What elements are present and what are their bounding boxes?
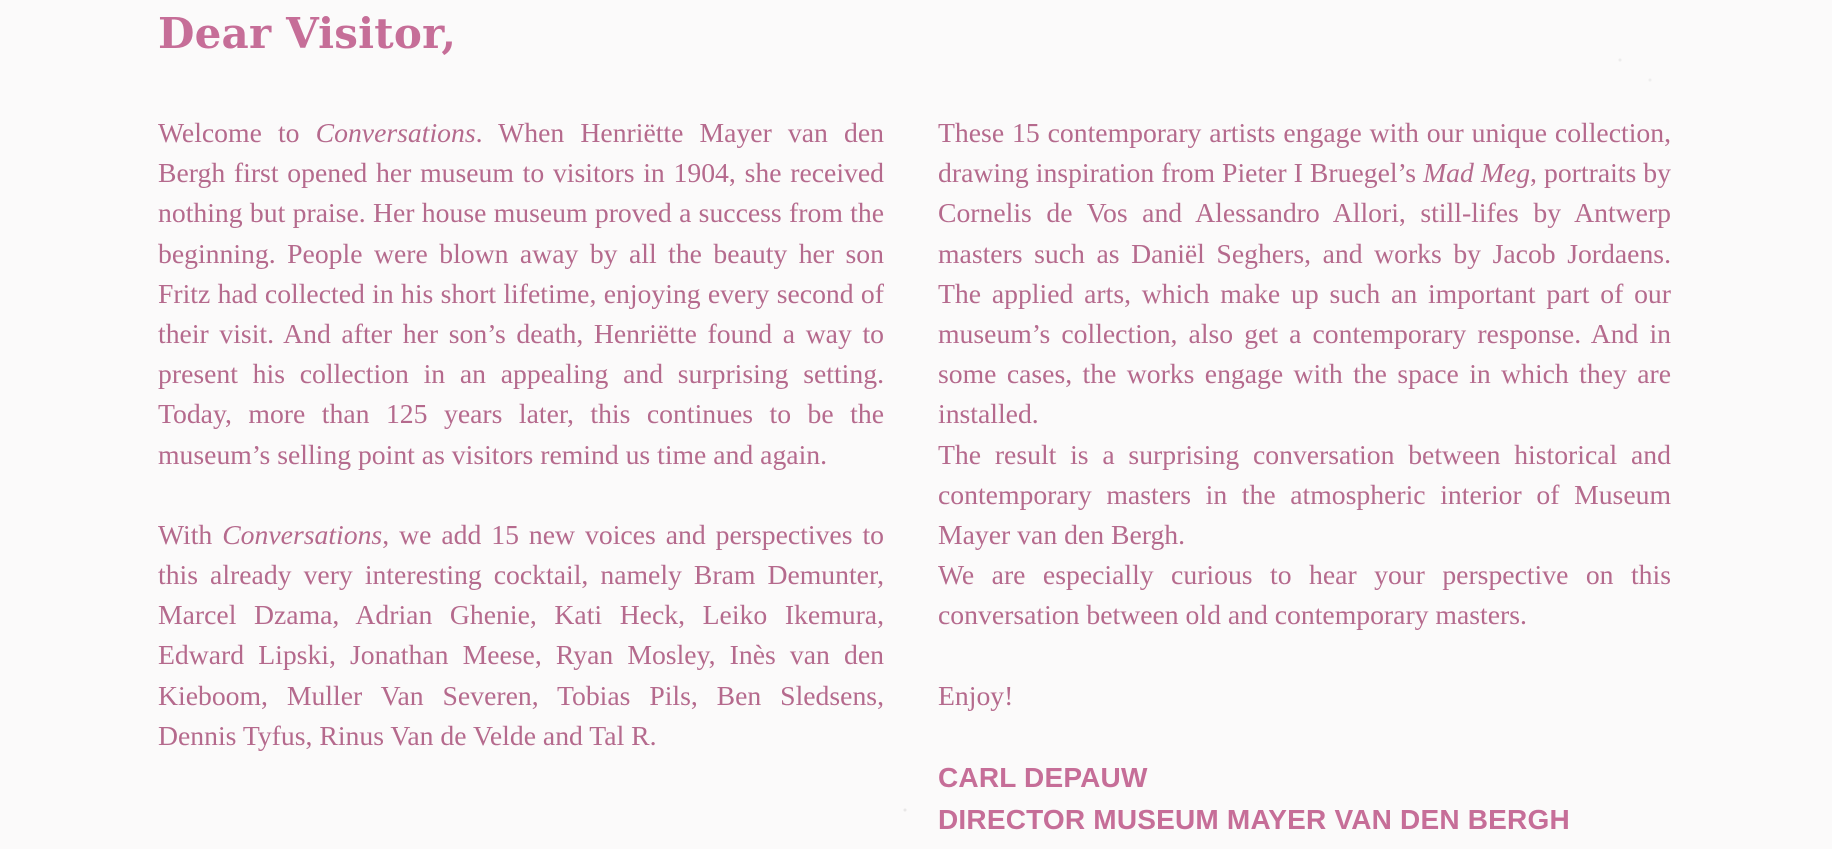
right-paragraph-3: We are especially curious to hear your perspective on this conversation between old and contemporary masters. — [938, 559, 1671, 631]
artwork-title-mad-meg: Mad Meg — [1423, 157, 1531, 189]
signature-block — [938, 757, 1698, 841]
right-paragraph-1-text: , portraits by Cornelis de Vos and Alessandro Allori, still-lifes by Antwerp masters such as Daniël Seghers, and works by Jacob Jordaens. The applied arts, which make up such an important part of our museum’s collection, also get a contemporary response. And in some cases, the works engage with the space in which they are installed. — [938, 157, 1671, 430]
exhibition-title-conversations: Conversations — [315, 117, 476, 148]
exhibition-title-conversations-2: Conversations — [222, 518, 383, 550]
greeting-heading: Dear Visitor, — [158, 9, 457, 58]
left-paragraph-2-prefix: With — [158, 518, 223, 550]
left-paragraph-1-text: . When Henriëtte Mayer van den Bergh first opened her museum to visitors in 1904, she received nothing but praise. Her house museum proved a success from the beginning. People were blown away by all the beauty her son Fritz had collected in his short lifetime, enjoying every second of their visit. And after her son’s death, Henriëtte found a way to present his collection in an appealing and surprising setting. Today, more than 125 years later, this continues to be the museum’s selling point as visitors remind us time and again. — [158, 117, 884, 470]
right-paragraph-2: The result is a surprising conversation between historical and contemporary masters in the atmospheric interior of Museum Mayer van den Bergh. — [938, 438, 1671, 551]
left-paragraph-1-prefix: Welcome to — [158, 117, 316, 148]
right-paragraph-1-prefix: These 15 contemporary artists engage with our unique collection, drawing inspiration from Pieter I Bruegel’s — [938, 117, 1671, 189]
right-column — [938, 113, 1671, 716]
signature-title: DIRECTOR MUSEUM MAYER VAN DEN BERGH — [938, 804, 1570, 835]
left-paragraph-2-text: , we add 15 new voices and perspectives to this already very interesting cocktail, namely Bram Demunter, Marcel Dzama, Adrian Ghenie, Kati Heck, Leiko Ikemura, Edward Lipski, Jonathan Meese, Ryan Mosley, Inès van den Kieboom, Muller Van Severen, Tobias Pils, Ben Sledsens, Dennis Tyfus, Rinus Van de Velde and Tal R. — [158, 518, 884, 751]
left-paragraph-1 — [158, 113, 884, 475]
left-column — [158, 113, 884, 756]
closing-text: Enjoy! — [938, 679, 1014, 711]
left-paragraph-2 — [158, 515, 884, 756]
right-paragraph-1 — [938, 113, 1671, 435]
signature-name: CARL DEPAUW — [938, 762, 1148, 793]
